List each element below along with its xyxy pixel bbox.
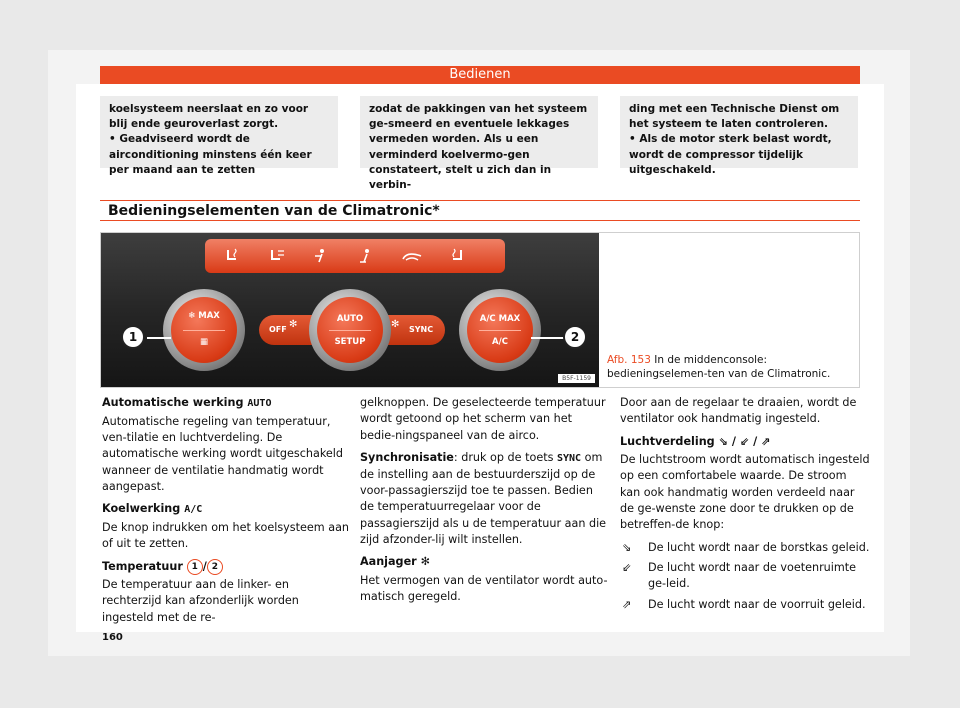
figure [100,232,860,388]
recirculation-icon [395,245,429,267]
air-chest-icon: ⇘ [622,540,632,554]
note-text: koelsysteem neerslaat en zo voor blij ende geuroverlast zorgt. [109,103,309,131]
note-bullet: • Geadviseerd wordt de airconditioning minstens één keer per maand aan te zetten [109,132,329,178]
temp-text: De temperatuur aan de linker- en rechterzijd kan afzonderlijk worden ingesteld met de re- [102,577,299,624]
auto-heading: Automatische werking AUTO [102,396,272,409]
seat-heating-right-icon [440,245,474,267]
caption-label: Afb. 153 [607,354,651,366]
text-column-2 [360,395,610,611]
seat-ventilation-icon [260,245,294,267]
callout-line-2 [531,337,565,339]
text-column-3 [620,395,870,617]
right-temperature-knob[interactable] [459,289,541,371]
defrost-max-icon: ❄ MAX [188,311,220,321]
note-box-3 [620,96,858,176]
left-temperature-knob[interactable] [163,289,245,371]
seat-heating-left-icon [215,245,249,267]
fan-up-icon[interactable]: ✻ [391,319,400,330]
note-bullet: • Als de motor sterk belast wordt, wordt de compressor tijdelijk uitgeschakeld. [629,132,849,178]
list-item: ⇙ De lucht wordt naar de voetenruimte ge-leid. [620,560,870,593]
center-knob-face [317,297,383,363]
cool-text: De knop indrukken om het koelsysteem aan of uit te zetten. [102,520,350,551]
section-title: Bedieningselementen van de Climatronic* [100,200,860,221]
air-distribution-feet-icon [350,245,384,267]
sync-symbol: SYNC [557,453,582,465]
text-column-1 [102,395,352,632]
photo-code: B5F-1159 [558,374,595,383]
air-distribution-chest-icon [305,245,339,267]
list-item: ⇗ De lucht wordt naar de voorruit geleid. [620,597,870,613]
right-knob-face [467,297,533,363]
continued-text: Door aan de regelaar te draaien, wordt de ventilator ook handmatig ingesteld. [620,396,857,426]
callout-1: 1 [121,325,145,349]
continued-text: gelknoppen. De geselecteerde temperatuur wordt getoond op het scherm van het bedie-ningspaneel van de airco. [360,396,606,442]
auto-button[interactable]: AUTO [336,314,364,324]
auto-text: Automatische regeling van temperatuur, ven-tilatie en luchtverdeling. De automatische werking wordt uitgeschakeld wanneer de ventilatie handmatig wordt aangepast. [102,414,344,493]
distribution-text: De luchtstroom wordt automatisch ingesteld op een comfortabele waarde. De stroom kan ook handmatig worden verdeeld naar de ge-wenste zone door te drukken op de betreffen-de knop: [620,453,870,532]
air-chest-icon: ⇘ [718,434,728,448]
note-box-2 [360,96,598,192]
auto-symbol: AUTO [247,398,272,409]
header-bar: Bedienen [100,66,860,84]
list-item: ⇘ De lucht wordt naar de borstkas geleid. [620,540,870,556]
air-windscreen-icon: ⇗ [622,597,632,611]
fan-down-icon[interactable]: ✻ [289,319,298,330]
callout-line-1 [147,337,171,339]
callout-ref-1: 1 [187,559,203,575]
air-windscreen-icon: ⇗ [761,434,771,448]
fan-text: Het vermogen van de ventilator wordt auto-matisch geregeld. [360,573,608,604]
ac-button[interactable]: A/C [492,337,508,347]
setup-button[interactable]: SETUP [334,337,366,347]
caption-text: In de middenconsole: bedieningselemen-ten van de Climatronic. [607,354,831,381]
cool-heading: Koelwerking A/C [102,502,203,516]
ac-symbol: A/C [184,504,203,516]
fan-icon: ✻ [420,555,430,569]
left-knob-face [171,297,237,363]
air-feet-icon: ⇙ [622,561,632,575]
figure-caption [607,353,855,381]
note-box-1 [100,96,338,176]
fan-heading: Aanjager ✻ [360,555,430,569]
sync-paragraph: Synchronisatie: druk op de toets SYNC om de instelling aan de bestuurderszijd op de voor-passagierszijd toe te passen. Bedien de temperatuurregelaar voor de passagierszijd als u de temperatuur aan die zijd afzonder-lij wilt instellen. [360,451,607,546]
center-fan-knob[interactable] [309,289,391,371]
sync-button[interactable]: SYNC [409,325,434,334]
note-text: zodat de pakkingen van het systeem ge-smeerd en eventuele lekkages vermeden worden. Als u een verminderd koelvermo-gen constateert, stelt u zich dan in verbin- [369,103,588,192]
rear-window-heating-icon: ▦ [199,337,209,347]
sync-heading: Synchronisatie [360,451,454,465]
note-text: ding met een Technische Dienst om het systeem te laten controleren. [629,103,840,131]
ac-max-button[interactable]: A/C MAX [479,314,521,324]
temp-heading: Temperatuur 1 / 2 [102,559,352,575]
callout-2: 2 [563,325,587,349]
callout-ref-2: 2 [207,559,223,575]
climatronic-photo [101,233,599,387]
air-feet-icon: ⇙ [739,434,750,448]
off-button[interactable]: OFF [269,325,287,334]
page-number: 160 [102,632,123,643]
top-button-strip [205,239,505,273]
distribution-heading: Luchtverdeling ⇘ / ⇙ / ⇗ [620,434,771,448]
